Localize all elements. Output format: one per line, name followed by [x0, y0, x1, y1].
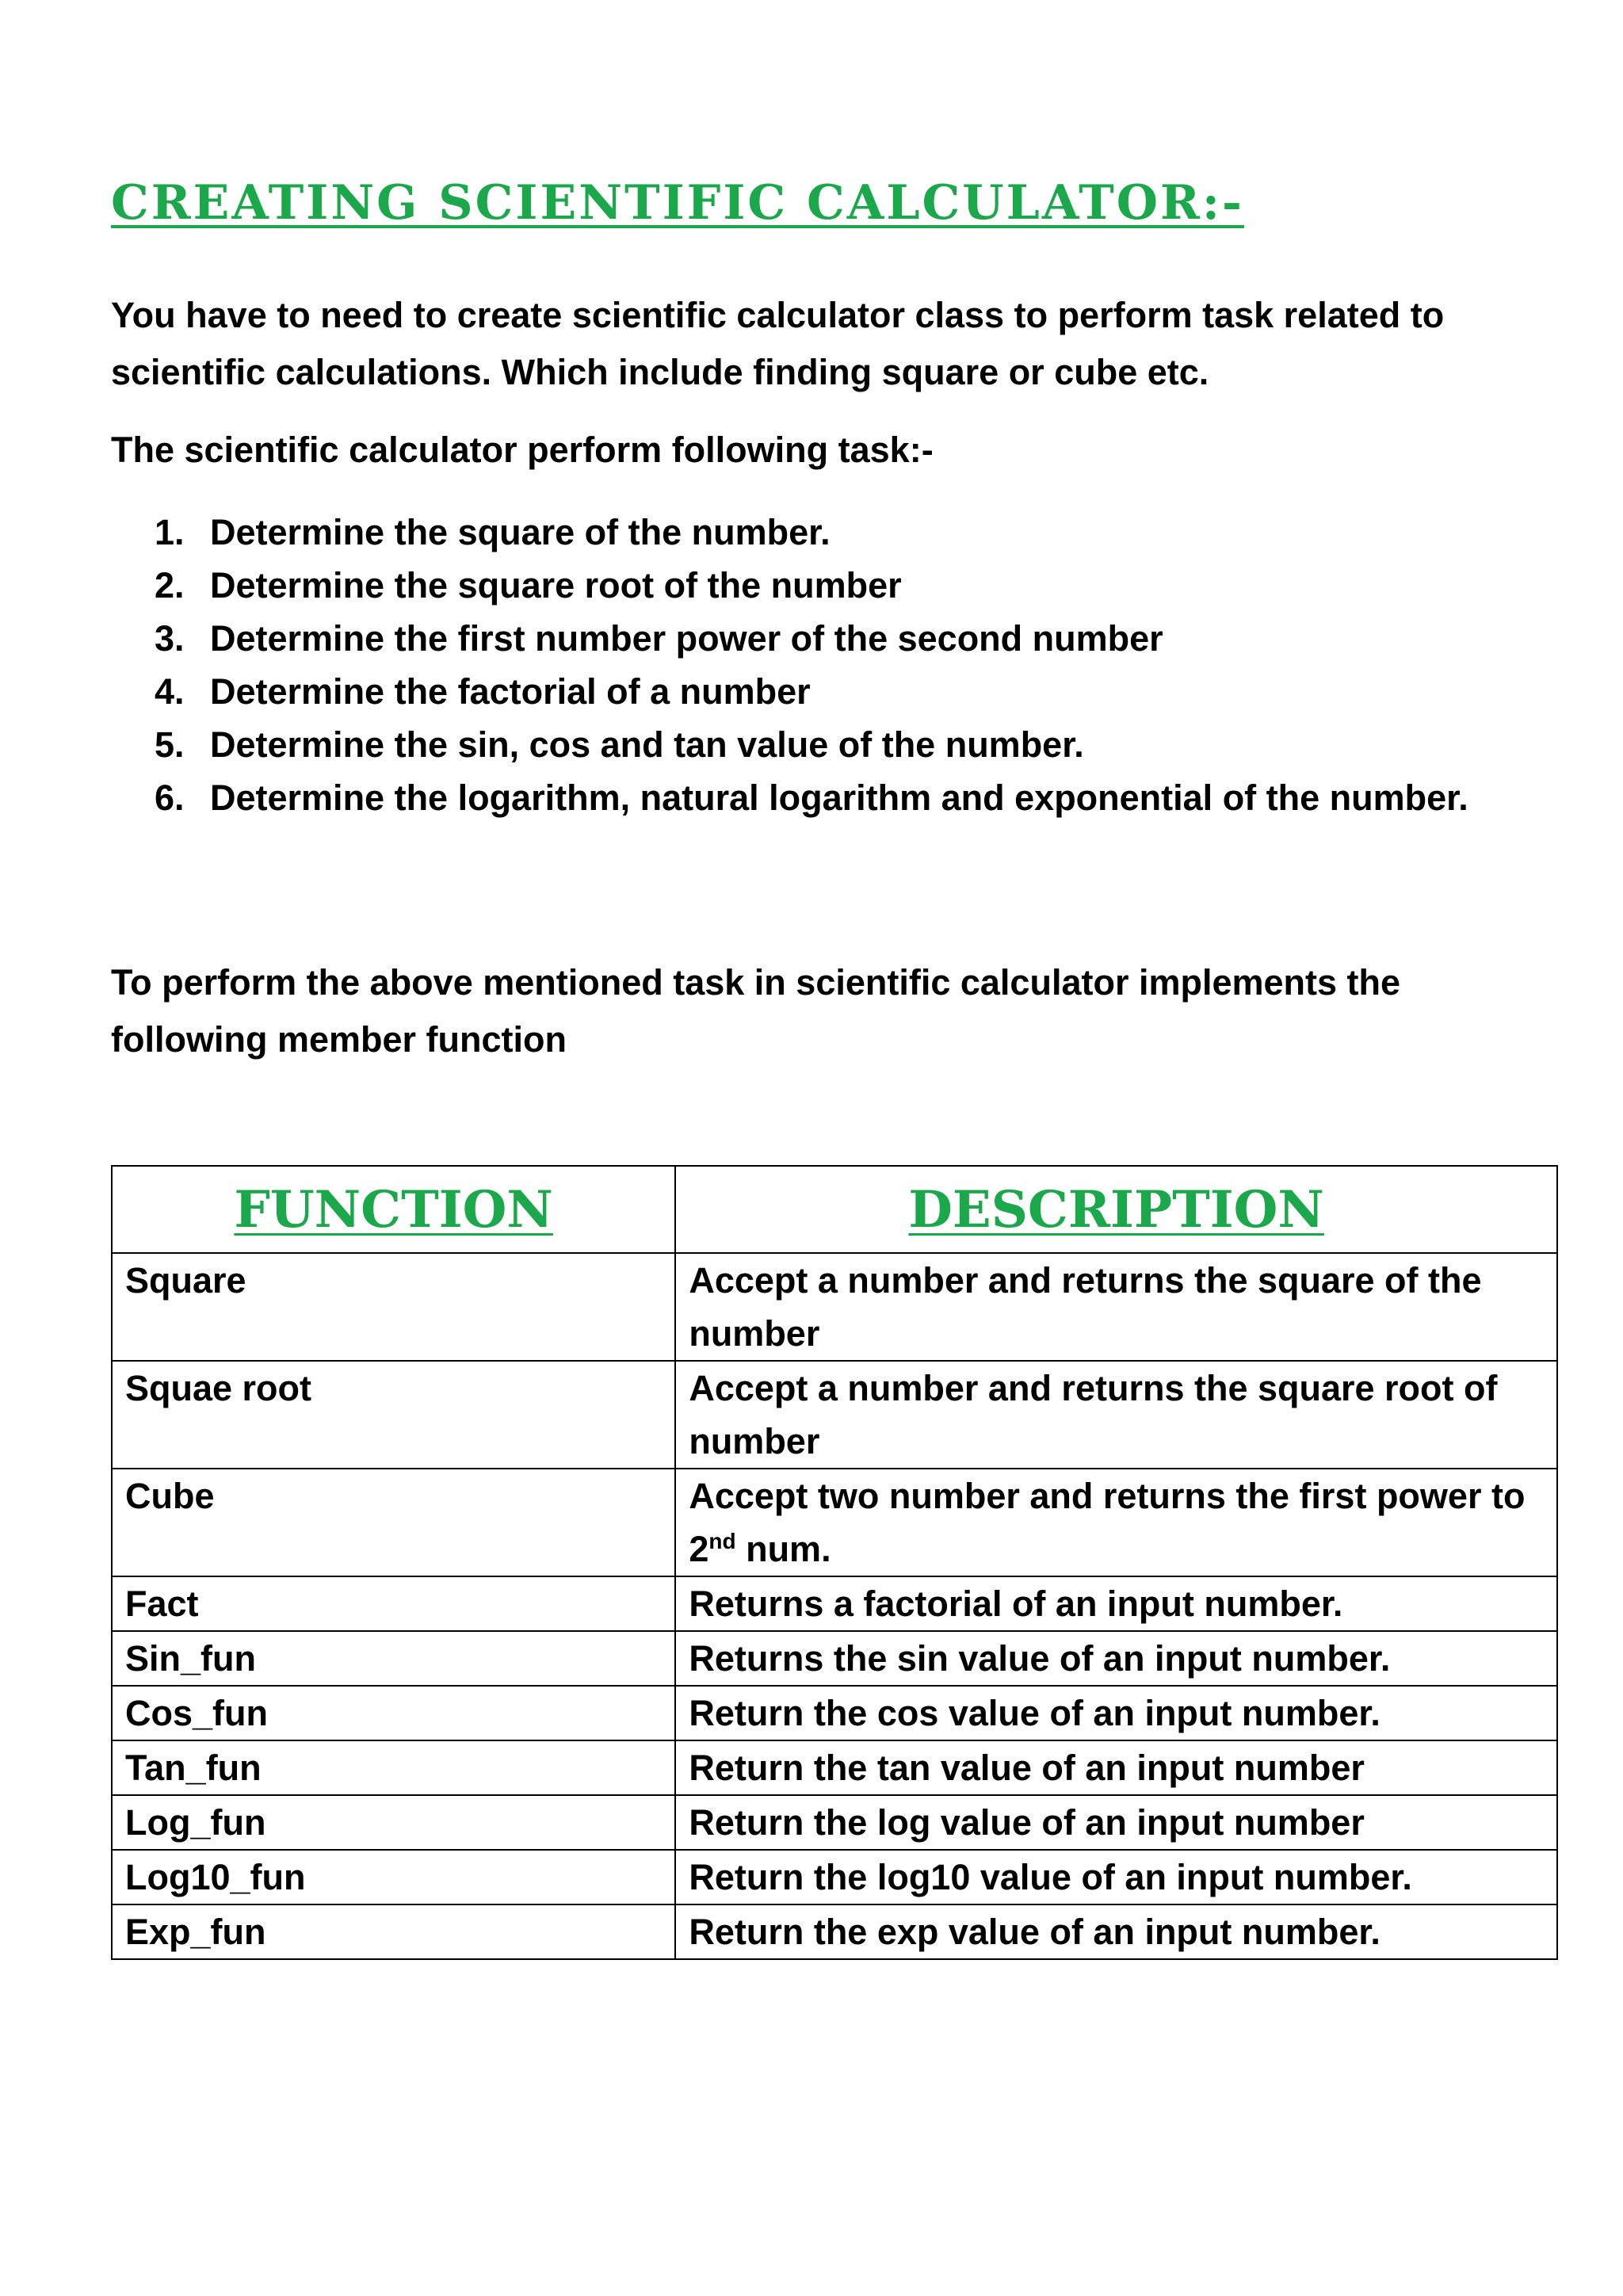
function-name-cell: Cube — [112, 1469, 675, 1576]
list-item-text: Determine the factorial of a number — [210, 671, 811, 712]
description-header-text: DESCRIPTION — [908, 1179, 1324, 1240]
table-row — [112, 1686, 1557, 1740]
table-row — [112, 1361, 1557, 1469]
list-item-number: 4. — [155, 671, 185, 712]
tasks-lead-paragraph: The scientific calculator perform following task:- — [111, 430, 934, 470]
task-list — [155, 506, 1502, 824]
intro-paragraph: You have to need to create scientific calculator class to perform task related to scientific calculations. Which include finding square or cube etc. — [111, 295, 1445, 392]
function-header-text: FUNCTION — [234, 1179, 553, 1240]
function-column-header — [112, 1166, 675, 1253]
table-row — [112, 1576, 1557, 1631]
page-title: CREATING SCIENTIFIC CALCULATOR:- — [111, 175, 1244, 231]
description-text: Accept two number and returns the first power to 2 — [689, 1476, 1526, 1569]
list-item-number: 5. — [155, 724, 185, 765]
description-text-tail: num. — [735, 1529, 831, 1569]
function-description-cell: Return the exp value of an input number. — [675, 1904, 1557, 1959]
table-row — [112, 1795, 1557, 1850]
list-item-text: Determine the sin, cos and tan value of the number. — [210, 724, 1084, 765]
list-item — [155, 559, 1502, 612]
ordinal-superscript: nd — [708, 1529, 736, 1553]
function-name-cell: Log10_fun — [112, 1850, 675, 1904]
list-item-number: 6. — [155, 777, 185, 818]
member-function-table — [111, 1165, 1558, 1960]
function-name-cell: Log_fun — [112, 1795, 675, 1850]
list-item-number: 1. — [155, 512, 185, 552]
list-item-text: Determine the logarithm, natural logarithm and exponential of the number. — [210, 777, 1468, 818]
function-name-cell: Tan_fun — [112, 1740, 675, 1795]
list-item — [155, 718, 1502, 771]
list-item-text: Determine the first number power of the second number — [210, 618, 1163, 659]
function-name-cell: Cos_fun — [112, 1686, 675, 1740]
list-item-number: 2. — [155, 565, 185, 606]
function-description-cell: Accept a number and returns the square of the number — [675, 1253, 1557, 1361]
function-description-cell: Return the tan value of an input number — [675, 1740, 1557, 1795]
list-item — [155, 506, 1502, 559]
function-name-cell: Exp_fun — [112, 1904, 675, 1959]
table-row — [112, 1740, 1557, 1795]
list-item — [155, 612, 1502, 665]
function-description-cell: Return the log value of an input number — [675, 1795, 1557, 1850]
function-description-cell: Returns a factorial of an input number. — [675, 1576, 1557, 1631]
function-name-cell: Sin_fun — [112, 1631, 675, 1686]
function-name-cell: Fact — [112, 1576, 675, 1631]
table-row — [112, 1469, 1557, 1576]
list-item-text: Determine the square of the number. — [210, 512, 831, 552]
function-description-cell: Return the cos value of an input number. — [675, 1686, 1557, 1740]
function-description-cell: Returns the sin value of an input number. — [675, 1631, 1557, 1686]
list-item-number: 3. — [155, 618, 185, 659]
table-header-row — [112, 1166, 1557, 1253]
table-row — [112, 1253, 1557, 1361]
list-item — [155, 771, 1502, 824]
table-row — [112, 1850, 1557, 1904]
table-row — [112, 1904, 1557, 1959]
function-name-cell: Squae root — [112, 1361, 675, 1469]
table-row — [112, 1631, 1557, 1686]
function-description-cell — [675, 1469, 1557, 1576]
description-column-header — [675, 1166, 1557, 1253]
function-name-cell: Square — [112, 1253, 675, 1361]
function-description-cell: Accept a number and returns the square root of number — [675, 1361, 1557, 1469]
list-item-text: Determine the square root of the number — [210, 565, 902, 606]
list-item — [155, 665, 1502, 718]
function-description-cell: Return the log10 value of an input number. — [675, 1850, 1557, 1904]
outro-paragraph: To perform the above mentioned task in scientific calculator implements the following member function — [111, 962, 1401, 1060]
